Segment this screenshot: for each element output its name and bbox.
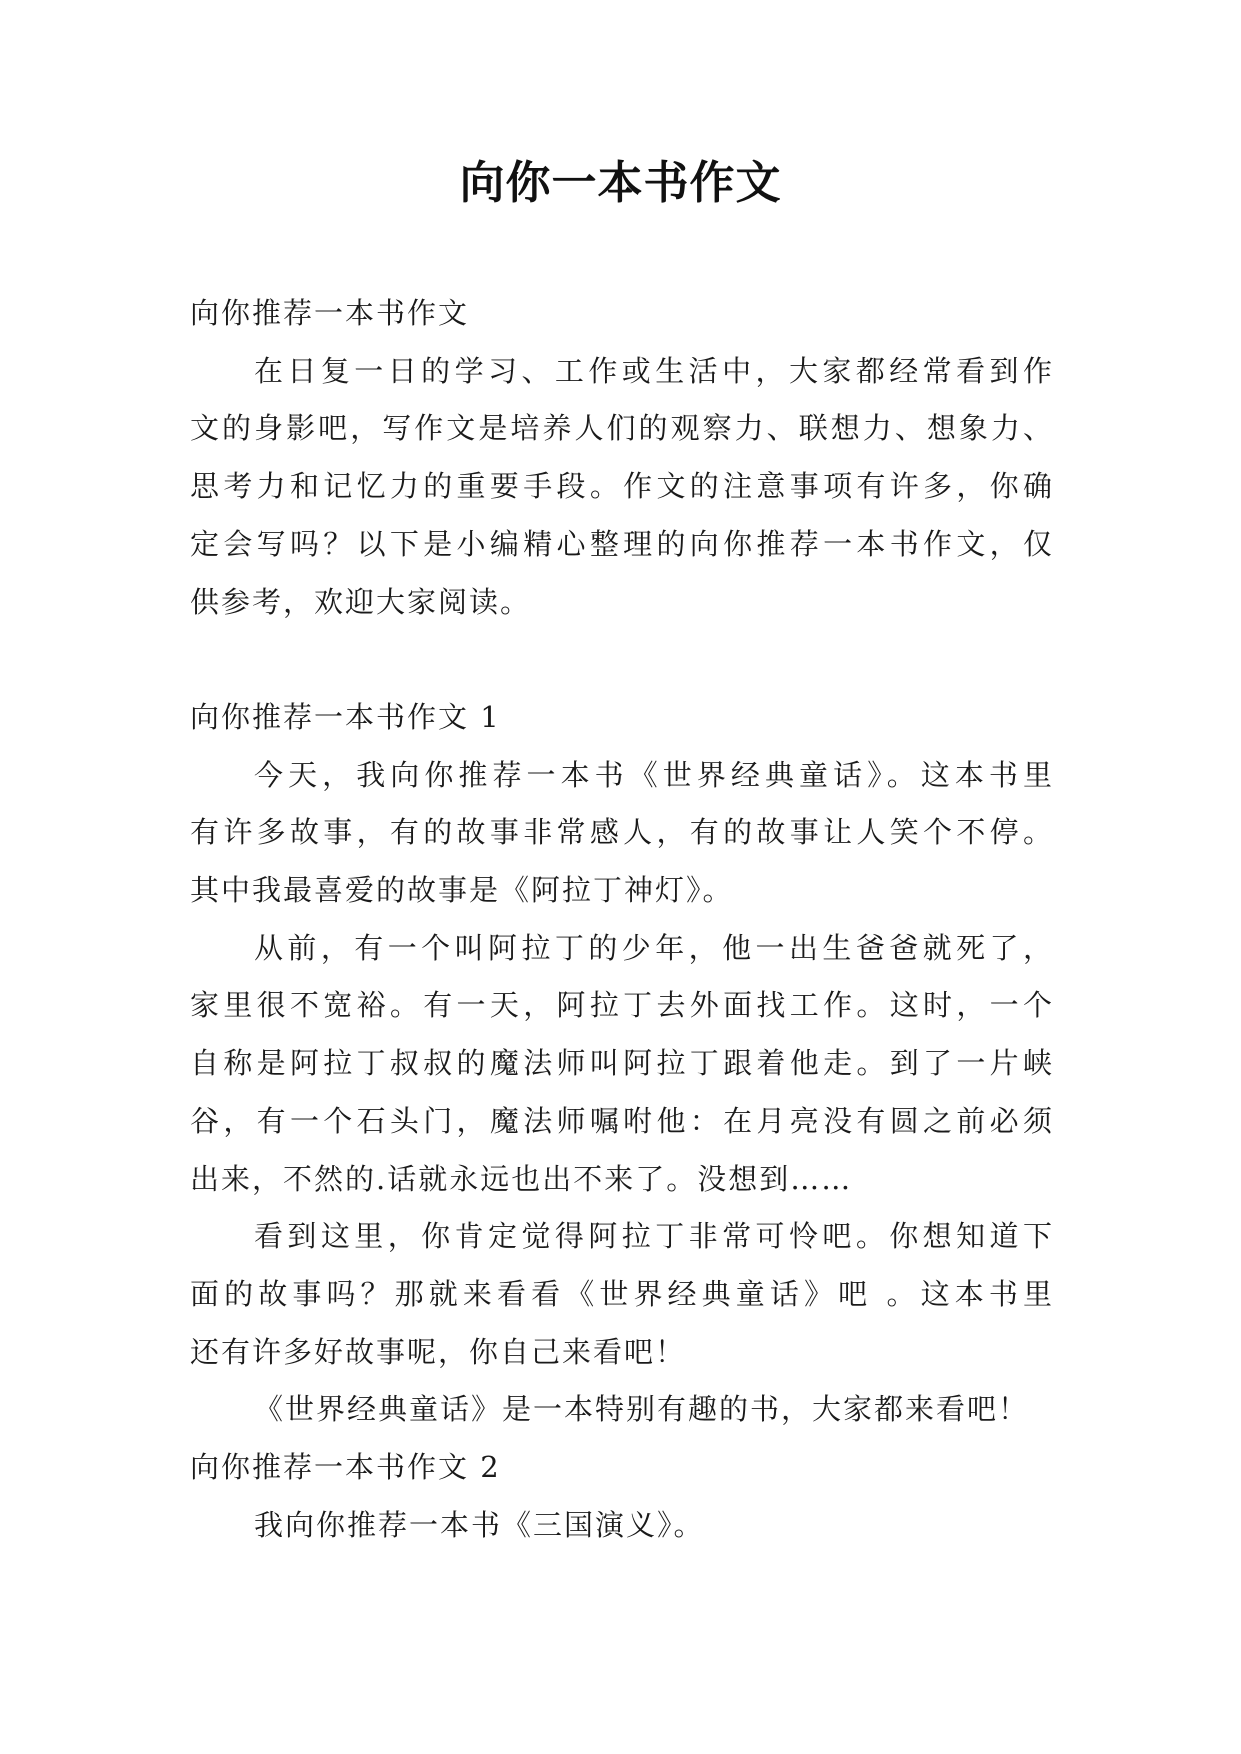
paragraph: [190, 1208, 1054, 1381]
paragraph-line: 其中我最喜爱的故事是《阿拉丁神灯》。: [190, 873, 734, 908]
paragraph: [190, 747, 1054, 920]
paragraph-line: 《世界经典童话》是一本特别有趣的书，大家都来看吧！: [254, 1392, 1030, 1427]
paragraph: [190, 1497, 1054, 1555]
paragraph: [190, 920, 1054, 1209]
paragraph-line: 有许多故事，有的故事非常感人，有的故事让人笑个不停。: [190, 815, 1054, 850]
paragraph-line: 定会写吗？以下是小编精心整理的向你推荐一本书作文，仅: [190, 526, 1054, 561]
paragraph-line: 在日复一日的学习、工作或生活中，大家都经常看到作: [254, 353, 1054, 388]
paragraph-line: 今天，我向你推荐一本书《世界经典童话》。这本书里: [254, 757, 1054, 792]
paragraph-line: 还有许多好故事呢，你自己来看吧！: [190, 1334, 687, 1369]
section-heading: 向你推荐一本书作文 1: [190, 699, 501, 734]
document-body: [190, 285, 1054, 1554]
section-heading: 向你推荐一本书作文 2: [190, 1450, 501, 1485]
paragraph-spacer: [190, 631, 1054, 689]
paragraph-line: 出来，不然的.话就永远也出不来了。没想到……: [190, 1161, 853, 1196]
paragraph-line: 看到这里，你肯定觉得阿拉丁非常可怜吧。你想知道下: [254, 1219, 1054, 1254]
paragraph-line: 从前，有一个叫阿拉丁的少年，他一出生爸爸就死了，: [254, 930, 1054, 965]
paragraph-line: 思考力和记忆力的重要手段。作文的注意事项有许多，你确: [190, 469, 1054, 504]
paragraph-line: 谷，有一个石头门，魔法师嘱咐他：在月亮没有圆之前必须: [190, 1103, 1054, 1138]
paragraph-line: 自称是阿拉丁叔叔的魔法师叫阿拉丁跟着他走。到了一片峡: [190, 1046, 1054, 1081]
paragraph-line: 文的身影吧，写作文是培养人们的观察力、联想力、想象力、: [190, 411, 1054, 446]
paragraph-line: 我向你推荐一本书《三国演义》。: [254, 1507, 705, 1542]
document-title: 向你一本书作文: [459, 156, 782, 209]
section-heading: 向你推荐一本书作文: [190, 296, 470, 330]
paragraph: [190, 1381, 1054, 1439]
paragraph-line: 供参考，欢迎大家阅读。: [190, 584, 532, 619]
paragraph: [190, 343, 1054, 632]
paragraph-line: 面的故事吗？那就来看看《世界经典童话》吧 。这本书里: [190, 1276, 1054, 1311]
paragraph-line: 家里很不宽裕。有一天，阿拉丁去外面找工作。这时，一个: [190, 988, 1054, 1023]
